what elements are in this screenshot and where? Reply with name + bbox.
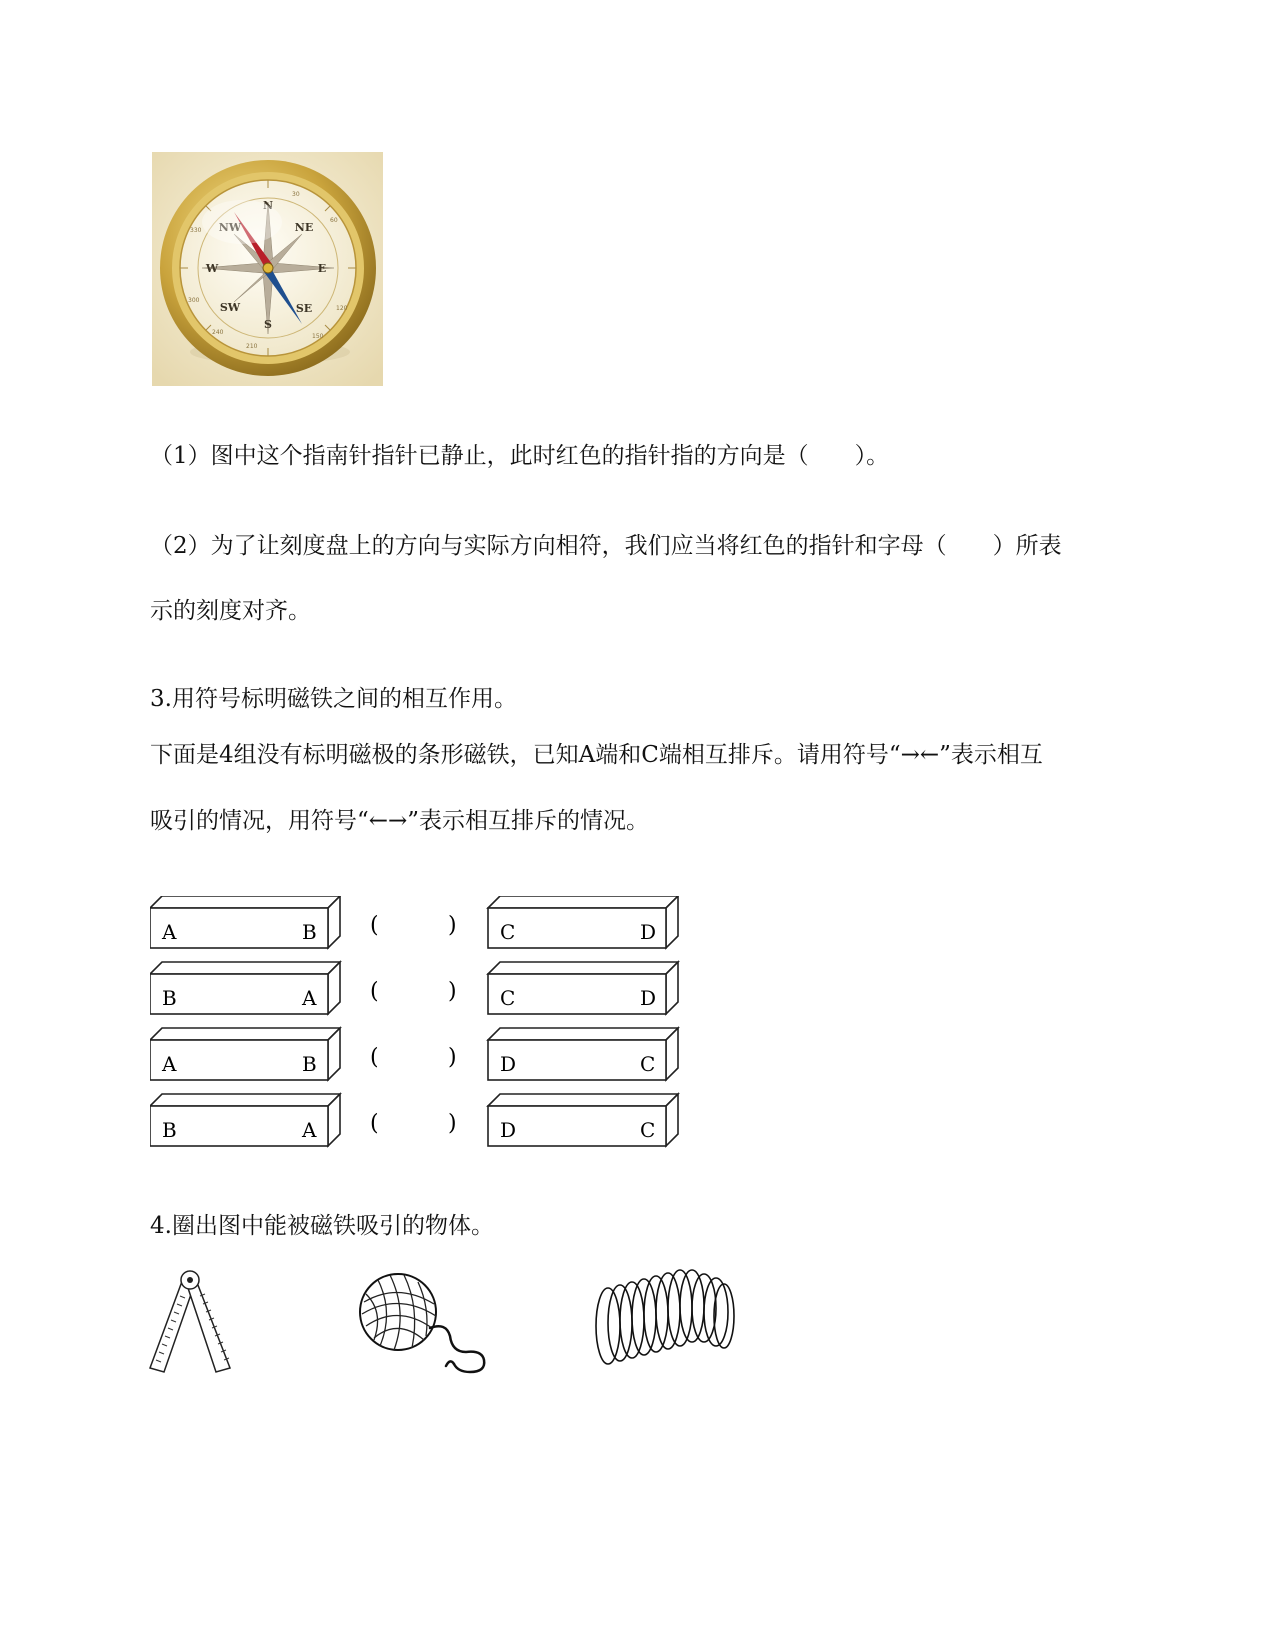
magnet-pairs <box>150 896 690 1158</box>
answer-paren-right: ) <box>448 913 457 938</box>
yarn-ball-icon[interactable] <box>354 1268 496 1376</box>
pole-label: B <box>162 1118 177 1142</box>
question-2-part-2-line-2: 示的刻度对齐。 <box>150 598 311 624</box>
pole-label: C <box>500 920 516 944</box>
degree-label: 300 <box>188 297 200 304</box>
magnet-pair <box>150 1094 678 1146</box>
question-2-part-1: （1）图中这个指南针指针已静止，此时红色的指针指的方向是（ ）。 <box>150 443 890 469</box>
compass-dir-ne: NE <box>294 221 314 234</box>
pole-label: D <box>640 920 657 944</box>
spring-icon[interactable] <box>592 1268 740 1374</box>
ruler-compass-icon[interactable] <box>148 1268 232 1376</box>
degree-label: 150 <box>312 333 324 340</box>
compass-dir-nw: NW <box>218 221 242 234</box>
compass-dir-e: E <box>317 262 327 275</box>
pole-label: B <box>302 1052 317 1076</box>
question-2-part-2-line-1: （2）为了让刻度盘上的方向与实际方向相符，我们应当将红色的指针和字母（ ）所表 <box>150 533 1062 559</box>
pole-label: A <box>162 920 177 944</box>
answer-paren-right: ) <box>448 1111 457 1136</box>
magnet-pair <box>150 1028 678 1080</box>
degree-label: 120 <box>336 305 348 312</box>
pole-label: B <box>162 986 177 1010</box>
pole-label: C <box>640 1118 656 1142</box>
compass-dir-n: N <box>262 199 274 212</box>
magnet-pair <box>150 896 678 948</box>
question-3-desc-line-2: 吸引的情况，用符号“←→”表示相互排斥的情况。 <box>150 808 650 834</box>
compass-dir-sw: SW <box>219 301 241 314</box>
answer-paren-right: ) <box>448 1045 457 1070</box>
compass-dir-w: W <box>205 262 219 275</box>
compass-image <box>152 152 383 386</box>
pole-label: A <box>302 986 317 1010</box>
pole-label: D <box>500 1052 517 1076</box>
answer-blank[interactable] <box>382 1042 442 1072</box>
compass-icon <box>152 152 383 386</box>
answer-blank[interactable] <box>382 1108 442 1138</box>
pole-label: D <box>500 1118 517 1142</box>
question-4-title: 4.圈出图中能被磁铁吸引的物体。 <box>150 1213 494 1239</box>
answer-paren-left: ( <box>370 913 379 938</box>
answer-blank[interactable] <box>382 910 442 940</box>
pole-label: B <box>302 920 317 944</box>
pole-label: A <box>302 1118 317 1142</box>
answer-paren-right: ) <box>448 979 457 1004</box>
degree-label: 30 <box>292 191 300 198</box>
degree-label: 240 <box>212 329 224 336</box>
pole-label: A <box>162 1052 177 1076</box>
degree-label: 330 <box>190 227 202 234</box>
answer-paren-left: ( <box>370 979 379 1004</box>
magnet-diagram <box>150 896 690 1158</box>
pole-label: D <box>640 986 657 1010</box>
question-3-desc-line-1: 下面是4组没有标明磁极的条形磁铁，已知A端和C端相互排斥。请用符号“→←”表示相互 <box>150 742 1043 768</box>
answer-paren-left: ( <box>370 1045 379 1070</box>
pole-label: C <box>500 986 516 1010</box>
compass-dir-s: S <box>264 318 272 331</box>
magnet-pair <box>150 962 678 1014</box>
degree-label: 60 <box>330 217 338 224</box>
degree-label: 210 <box>246 343 258 350</box>
answer-paren-left: ( <box>370 1111 379 1136</box>
pole-label: C <box>640 1052 656 1076</box>
question-3-title: 3.用符号标明磁铁之间的相互作用。 <box>150 686 517 712</box>
answer-blank[interactable] <box>382 976 442 1006</box>
compass-dir-se: SE <box>295 302 313 315</box>
